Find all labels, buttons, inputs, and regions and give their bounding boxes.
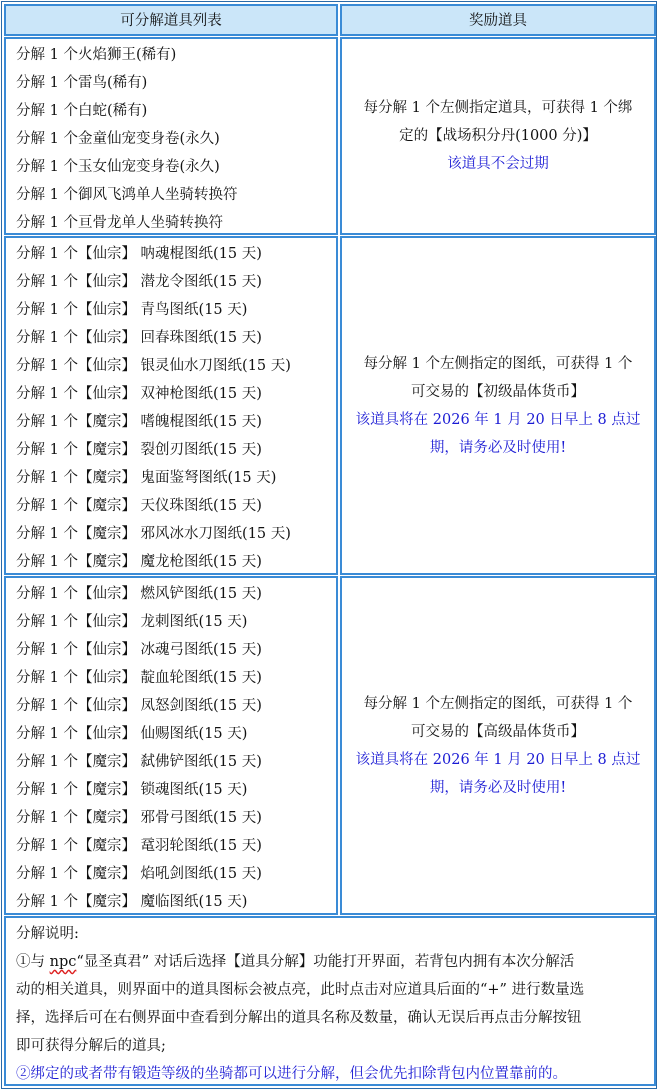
list-item: 分解 1 个【仙宗】 冰魂弓图纸(15 天) [16,642,262,658]
reward-text: 可交易的【初级晶体货币】 [411,383,585,400]
header-right [340,4,656,36]
npc-word: npc [49,954,77,970]
reward-expiry-note: 该道具不会过期 [447,156,549,172]
list-item: 分解 1 个【魔宗】 裂创刃图纸(15 天) [16,442,262,458]
reward-expiry-note: 期，请务必及时使用! [429,439,567,456]
list-item: 分解 1 个【魔宗】 魔临图纸(15 天) [16,894,248,910]
notes-line: 即可获得分解后的道具; [16,1038,166,1054]
list-item: 分解 1 个亘骨龙单人坐骑转换符 [16,215,223,231]
notes-p1-rest: “显圣真君” 对话后选择【道具分解】功能打开界面，若背包内拥有本次分解活 [76,954,575,970]
list-item: 分解 1 个火焰狮王(稀有) [16,47,177,63]
list-item: 分解 1 个【魔宗】 邪风冰水刀图纸(15 天) [16,526,291,542]
list-item: 分解 1 个【仙宗】 回春珠图纸(15 天) [16,330,262,346]
list-item: 分解 1 个金童仙宠变身卷(永久) [16,131,220,147]
decompose-notes [4,916,656,1086]
list-item: 分解 1 个玉女仙宠变身卷(永久) [16,159,220,175]
notes-line: 择，选择后可在右侧界面中查看到分解出的道具名称及数量，确认无误后再点击分解按钮 [16,1010,582,1026]
list-item: 分解 1 个【魔宗】 天仪珠图纸(15 天) [16,498,262,514]
reward-text: 每分解 1 个左侧指定道具，可获得 1 个绑 [363,100,633,116]
group2-item-list [4,236,338,575]
reward-text: 每分解 1 个左侧指定的图纸，可获得 1 个 [363,695,633,712]
list-item: 分解 1 个【仙宗】 燃风铲图纸(15 天) [16,586,262,602]
list-item: 分解 1 个【魔宗】 邪骨弓图纸(15 天) [16,810,262,826]
list-item: 分解 1 个【仙宗】 潜龙令图纸(15 天) [16,274,262,290]
notes-p1-prefix: ①与 [16,954,50,970]
reward-expiry-note: 该道具将在 2026 年 1 月 20 日早上 8 点过 [355,751,641,768]
notes-paragraph-2: ②绑定的或者带有锻造等级的坐骑都可以进行分解，但会优先扣除背包内位置靠前的。 [16,1066,567,1082]
group1-item-list [4,37,338,235]
list-item: 分解 1 个【魔宗】 嗜魄棍图纸(15 天) [16,414,262,430]
reward-text: 定的【战场积分丹(1000 分)】 [399,128,597,144]
list-item: 分解 1 个【仙宗】 凤怒剑图纸(15 天) [16,698,262,714]
header-left-label: 可分解道具列表 [120,13,222,29]
list-item: 分解 1 个御风飞鸿单人坐骑转换符 [16,187,238,203]
reward-expiry-note: 期，请务必及时使用! [429,779,567,796]
list-item: 分解 1 个白蛇(稀有) [16,103,148,119]
list-item: 分解 1 个【仙宗】 仙赐图纸(15 天) [16,726,248,742]
notes-paragraph-1 [16,948,654,976]
header-left [4,4,338,36]
group1-reward [340,37,656,235]
list-item: 分解 1 个【魔宗】 焰吼剑图纸(15 天) [16,866,262,882]
list-item: 分解 1 个雷鸟(稀有) [16,75,148,91]
notes-line: 动的相关道具，则界面中的道具图标会被点亮，此时点击对应道具后面的“+” 进行数量选 [16,982,585,998]
list-item: 分解 1 个【仙宗】 呐魂棍图纸(15 天) [16,246,262,262]
list-item: 分解 1 个【魔宗】 弑佛铲图纸(15 天) [16,754,262,770]
group2-reward [340,236,656,575]
list-item: 分解 1 个【仙宗】 青鸟图纸(15 天) [16,302,248,318]
list-item: 分解 1 个【魔宗】 鼋羽轮图纸(15 天) [16,838,262,854]
list-item: 分解 1 个【魔宗】 鬼面鉴弩图纸(15 天) [16,470,277,486]
reward-text: 每分解 1 个左侧指定的图纸，可获得 1 个 [363,355,633,372]
list-item: 分解 1 个【魔宗】 魔龙枪图纸(15 天) [16,554,262,570]
notes-title: 分解说明: [16,926,79,942]
header-right-label: 奖励道具 [469,13,527,29]
list-item: 分解 1 个【仙宗】 靛血轮图纸(15 天) [16,670,262,686]
reward-text: 可交易的【高级晶体货币】 [411,723,585,740]
list-item: 分解 1 个【魔宗】 锁魂图纸(15 天) [16,782,248,798]
list-item: 分解 1 个【仙宗】 双神枪图纸(15 天) [16,386,262,402]
reward-expiry-note: 该道具将在 2026 年 1 月 20 日早上 8 点过 [355,411,641,428]
list-item: 分解 1 个【仙宗】 银灵仙水刀图纸(15 天) [16,358,291,374]
group3-reward [340,576,656,915]
group3-item-list [4,576,338,915]
list-item: 分解 1 个【仙宗】 龙刺图纸(15 天) [16,614,248,630]
